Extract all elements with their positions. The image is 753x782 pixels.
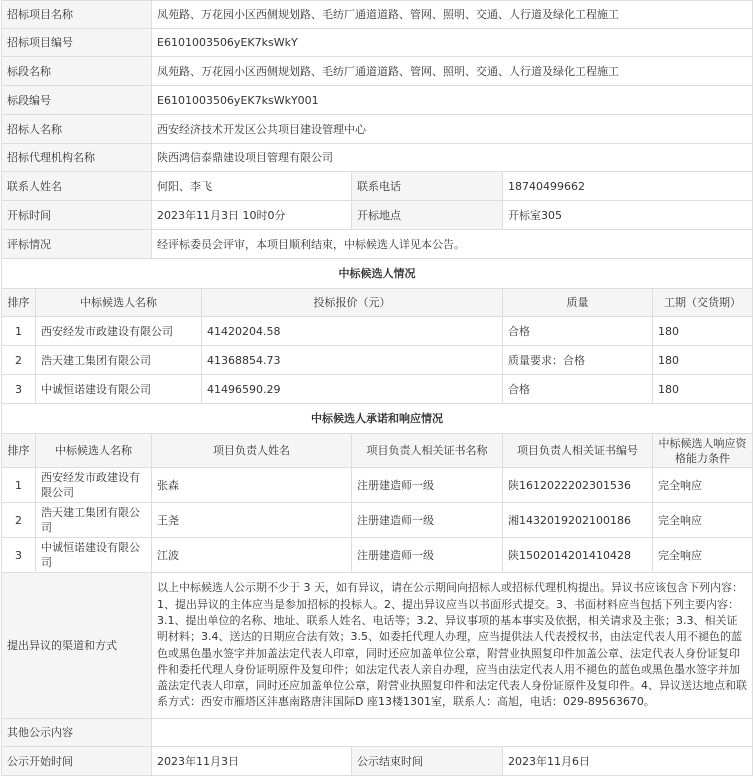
candidates-section-title: 中标候选人情况 bbox=[2, 259, 753, 289]
candidates-section-row bbox=[2, 259, 753, 289]
objection-row bbox=[2, 573, 753, 719]
table-row bbox=[2, 468, 753, 503]
publicity-end-value: 2023年11月6日 bbox=[503, 747, 753, 776]
commitment-candidate-name: 中诚恒诺建设有限公司 bbox=[36, 538, 152, 573]
contact-label: 联系人姓名 bbox=[2, 172, 152, 201]
commitment-rank: 2 bbox=[2, 503, 36, 538]
candidate-rank: 2 bbox=[2, 346, 36, 375]
table-row bbox=[2, 346, 753, 375]
candidate-period: 180 bbox=[653, 317, 753, 346]
col-rank: 排序 bbox=[2, 289, 36, 317]
opening-place-label: 开标地点 bbox=[352, 201, 503, 230]
commitment-cert-name: 注册建造师一级 bbox=[352, 503, 503, 538]
evaluation-label: 评标情况 bbox=[2, 230, 152, 259]
commitments-section-row bbox=[2, 404, 753, 434]
commitment-cert-name: 注册建造师一级 bbox=[352, 538, 503, 573]
candidate-period: 180 bbox=[653, 375, 753, 404]
contact-value: 何阳、李飞 bbox=[152, 172, 352, 201]
candidate-quality: 质量要求：合格 bbox=[503, 346, 653, 375]
project-code-row bbox=[2, 29, 753, 57]
col-bid-price: 投标报价（元） bbox=[202, 289, 503, 317]
tenderer-label: 招标人名称 bbox=[2, 115, 152, 144]
col-rank: 排序 bbox=[2, 434, 36, 468]
project-name-value: 凤苑路、万花园小区西侧规划路、毛纺厂通道道路、管网、照明、交通、人行道及绿化工程施工 bbox=[152, 1, 753, 29]
col-candidate-name: 中标候选人名称 bbox=[36, 434, 152, 468]
objection-text: 以上中标候选人公示期不少于 3 天，如有异议，请在公示期间向招标人或招标代理机构提出。异议书应该包含下列内容：1、提出异议的主体应当是参加招标的投标人。2、提出异议应当以书面形式提交。3、书面材料应当包括下列主要内容：3.1、提出单位的名称、地址、联系人姓名、电话等；3.2、异议事项的基本事实及依据，相关请求及主张；3.3、相关证明材料；3.4、送达的日期应合法有效；3.5、如委托代理人办理，应当提供法人代表授权书，由法定代表人用不褪色的蓝色或黑色墨水签字并加盖法定代表人印章，同时还应加盖单位公章，附营业执照复印件加盖公章、法定代表人身份证复印件和委托代理人身份证明原件及复印件；如法定代表人亲自办理，应当由法定代表人用不褪色的蓝色或黑色墨水签字并加盖法定代表人印章，同时还应加盖单位公章，附营业执照复印件和法定代表人身份证原件及复印件。4、异议送达地点和联系方式：西安市雁塔区沣惠南路唐沣国际D 座13楼1301室，联系人：高旭，电话：029-89563670。 bbox=[152, 573, 753, 719]
project-code-label: 招标项目编号 bbox=[2, 29, 152, 57]
col-cert-name: 项目负责人相关证书名称 bbox=[352, 434, 503, 468]
section-name-value: 凤苑路、万花园小区西侧规划路、毛纺厂通道道路、管网、照明、交通、人行道及绿化工程施工 bbox=[152, 57, 753, 86]
commitment-rank: 1 bbox=[2, 468, 36, 503]
commitment-response: 完全响应 bbox=[653, 468, 753, 503]
candidate-quality: 合格 bbox=[503, 317, 653, 346]
table-row bbox=[2, 538, 753, 573]
project-name-label: 招标项目名称 bbox=[2, 1, 152, 29]
col-manager-name: 项目负责人姓名 bbox=[152, 434, 352, 468]
tenderer-value: 西安经济技术开发区公共项目建设管理中心 bbox=[152, 115, 753, 144]
phone-label: 联系电话 bbox=[352, 172, 503, 201]
section-name-label: 标段名称 bbox=[2, 57, 152, 86]
commitment-cert-number: 湘1432019202100186 bbox=[503, 503, 653, 538]
commitment-cert-name: 注册建造师一级 bbox=[352, 468, 503, 503]
project-code-value: E6101003506yEK7ksWkY bbox=[152, 29, 753, 57]
candidate-period: 180 bbox=[653, 346, 753, 375]
commitment-response: 完全响应 bbox=[653, 538, 753, 573]
publicity-period-row bbox=[2, 747, 753, 776]
evaluation-row bbox=[2, 230, 753, 259]
candidate-rank: 1 bbox=[2, 317, 36, 346]
other-content-label: 其他公示内容 bbox=[2, 719, 152, 747]
candidates-header-row bbox=[2, 289, 753, 317]
section-code-label: 标段编号 bbox=[2, 86, 152, 115]
other-content-value bbox=[152, 719, 753, 747]
commitment-cert-number: 陕1502014201410428 bbox=[503, 538, 653, 573]
candidate-price: 41496590.29 bbox=[202, 375, 503, 404]
phone-value: 18740499662 bbox=[503, 172, 753, 201]
col-response: 中标候选人响应资格能力条件 bbox=[653, 434, 753, 468]
section-name-row bbox=[2, 57, 753, 86]
col-cert-number: 项目负责人相关证书编号 bbox=[503, 434, 653, 468]
table-row bbox=[2, 375, 753, 404]
opening-row bbox=[2, 201, 753, 230]
col-period: 工期（交货期） bbox=[653, 289, 753, 317]
candidate-quality: 合格 bbox=[503, 375, 653, 404]
candidate-price: 41368854.73 bbox=[202, 346, 503, 375]
col-quality: 质量 bbox=[503, 289, 653, 317]
section-code-row bbox=[2, 86, 753, 115]
commitment-cert-number: 陕1612022202301536 bbox=[503, 468, 653, 503]
candidate-name: 西安经发市政建设有限公司 bbox=[36, 317, 202, 346]
commitment-candidate-name: 浩天建工集团有限公司 bbox=[36, 503, 152, 538]
contact-row bbox=[2, 172, 753, 201]
agency-row bbox=[2, 144, 753, 172]
candidate-rank: 3 bbox=[2, 375, 36, 404]
commitments-section-title: 中标候选人承诺和响应情况 bbox=[2, 404, 753, 434]
section-code-value: E6101003506yEK7ksWkY001 bbox=[152, 86, 753, 115]
table-row bbox=[2, 317, 753, 346]
candidate-price: 41420204.58 bbox=[202, 317, 503, 346]
opening-place-value: 开标室305 bbox=[503, 201, 753, 230]
opening-time-value: 2023年11月3日 10时0分 bbox=[152, 201, 352, 230]
tenderer-row bbox=[2, 115, 753, 144]
agency-value: 陕西鸿信泰鼎建设项目管理有限公司 bbox=[152, 144, 753, 172]
table-row bbox=[2, 503, 753, 538]
col-candidate-name: 中标候选人名称 bbox=[36, 289, 202, 317]
other-content-row bbox=[2, 719, 753, 747]
commitment-manager: 张森 bbox=[152, 468, 352, 503]
commitment-candidate-name: 西安经发市政建设有限公司 bbox=[36, 468, 152, 503]
commitment-response: 完全响应 bbox=[653, 503, 753, 538]
publicity-start-value: 2023年11月3日 bbox=[152, 747, 352, 776]
objection-label: 提出异议的渠道和方式 bbox=[2, 573, 152, 719]
publicity-end-label: 公示结束时间 bbox=[352, 747, 503, 776]
commitment-manager: 王尧 bbox=[152, 503, 352, 538]
agency-label: 招标代理机构名称 bbox=[2, 144, 152, 172]
evaluation-value: 经评标委员会评审，本项目顺利结束，中标候选人详见本公告。 bbox=[152, 230, 753, 259]
candidate-name: 中诚恒诺建设有限公司 bbox=[36, 375, 202, 404]
commitments-header-row bbox=[2, 434, 753, 468]
commitment-manager: 江波 bbox=[152, 538, 352, 573]
publicity-start-label: 公示开始时间 bbox=[2, 747, 152, 776]
candidate-name: 浩天建工集团有限公司 bbox=[36, 346, 202, 375]
commitment-rank: 3 bbox=[2, 538, 36, 573]
opening-time-label: 开标时间 bbox=[2, 201, 152, 230]
bid-notice-table bbox=[1, 0, 753, 776]
project-name-row bbox=[2, 1, 753, 29]
